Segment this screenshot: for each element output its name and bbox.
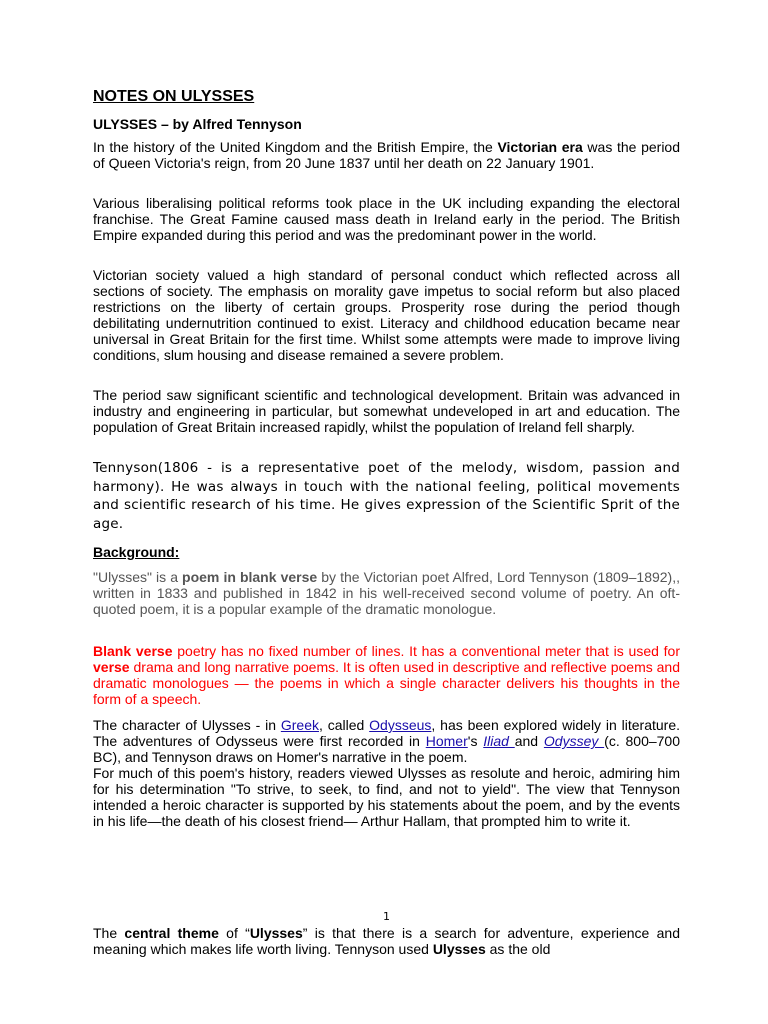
text-run: drama and long narrative poems. It is often used in descriptive and reflective poems and dramatic monologues — the poems in which a single character delivers his thoughts in the form of a speech. [93,659,680,707]
link-iliad[interactable]: Iliad [483,733,515,749]
bold-term: central theme [124,925,219,941]
document-subtitle: ULYSSES – by Alfred Tennyson [93,116,302,132]
text-run: of “ [218,925,250,941]
bold-term: Blank verse [93,643,173,659]
text-run: was the period of Queen Victoria's reign, from 20 June 1837 until her death on 22 January 1901. [93,139,681,171]
link-odyssey[interactable]: Odyssey [543,733,605,749]
bold-term: verse [93,659,130,675]
page-number: 1 [383,910,390,923]
link-odysseus[interactable]: Odysseus [369,717,432,733]
bold-term: Ulysses [249,925,303,941]
text-run: In the history of the United Kingdom and the British Empire, the [93,139,498,155]
text-run: poetry has no fixed number of lines. It has a conventional meter that is used for [172,643,681,659]
paragraph-victorian-society: Victorian society valued a high standard of personal conduct which reflected across all sections of society. The emphasis on morality gave impetus to social reform but also placed restrictions on the liberty of certain groups. Prosperity rose during the period though debilitating undernutrition continued to exist. Literacy and childhood education became near universal in Great Britain for the first time. Whilst some attempts were made to improve living conditions, slum housing and disease remained a severe problem. [93,267,680,363]
text-run: , called [318,717,370,733]
link-greek[interactable]: Greek [280,717,319,733]
text-run: The character of Ulysses - in [93,717,281,733]
link-homer[interactable]: Homer [425,733,468,749]
background-heading: Background: [93,544,180,560]
text-run: as the old [485,941,551,957]
text-run: For much of this poem's history, readers viewed Ulysses as resolute and heroic, admiring him for his determination "To strive, to seek, to find, and not to yield". The view that Tennyson intended a heroic character is supported by his statements about the poem, and by the events in his life—the death of his closest friend— Arthur Hallam, that prompted him to write it. [93,765,680,829]
paragraph-victorian-era [93,139,680,171]
text-run: , has been explored widely in literature. The adventures of Odysseus were first recorded in [93,717,681,749]
text-run: ” is that there is a search for adventure, experience and meaning which makes life worth living. Tennyson used [93,925,680,957]
paragraph-ulysses-intro [93,569,680,617]
paragraph-blank-verse [93,643,680,707]
text-run: and [514,733,544,749]
paragraph-tennyson: Tennyson(1806 - is a representative poet of the melody, wisdom, passion and harmony). He was always in touch with the national feeling, political movements and scientific research of his time. He gives expression of the Scientific Sprit of the age. [93,460,680,532]
text-run: by the Victorian poet Alfred, Lord Tennyson (1809–1892),, written in 1833 and published in 1842 in his well-received second volume of poetry. An oft-quoted poem, it is a popular example of the dramatic monologue. [93,569,680,617]
document-title: NOTES ON ULYSSES [93,88,255,105]
text-run: The [93,925,125,941]
paragraph-reforms: Various liberalising political reforms took place in the UK including expanding the electoral franchise. The Great Famine caused mass death in Ireland early in the period. The British Empire expanded during this period and was the predominant power in the world. [93,195,680,243]
bold-term: Victorian era [497,139,583,155]
paragraph-central-theme [93,925,680,957]
text-run: "Ulysses" is a [93,569,183,585]
bold-term: poem in blank verse [182,569,318,585]
text-run: 's [467,733,484,749]
text-run: (c. 800–700 BC), and Tennyson draws on Homer's narrative in the poem. [93,733,681,765]
paragraph-character-of-ulysses [93,717,680,829]
paragraph-scientific-development: The period saw significant scientific and technological development. Britain was advanced in industry and engineering in particular, but somewhat undeveloped in art and education. The population of Great Britain increased rapidly, whilst the population of Ireland fell sharply. [93,387,680,435]
bold-term: Ulysses [432,941,486,957]
